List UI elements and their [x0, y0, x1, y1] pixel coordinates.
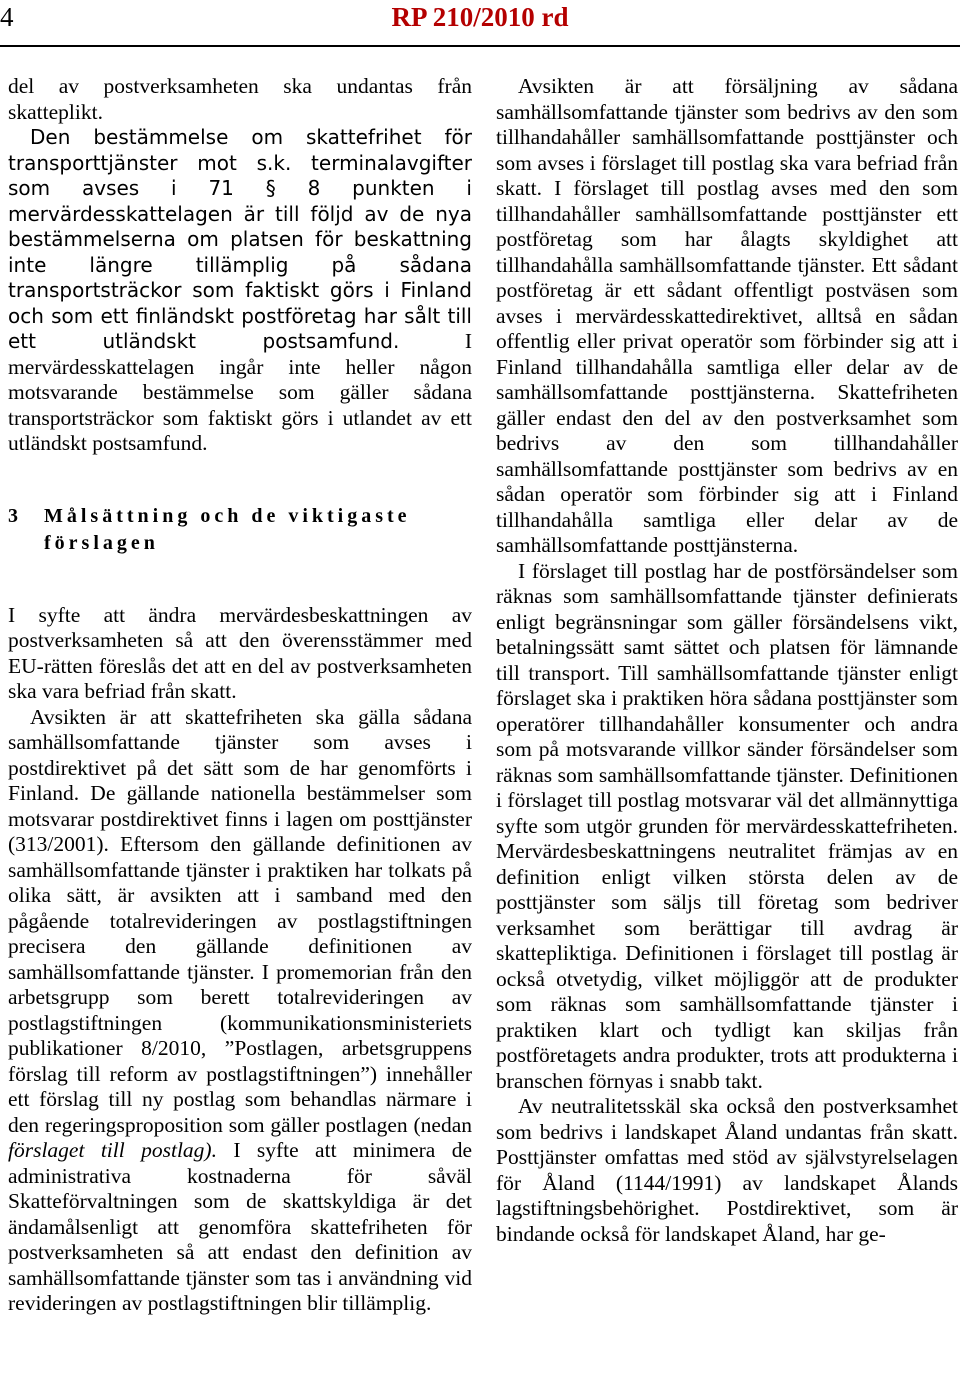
page-number: 4	[0, 2, 14, 32]
left-paragraph-4-b: I syfte att minimera de administrativa kostnaderna för såväl Skatteförvaltningen som de skattskyldiga är det ändamålsenligt att genomföra skattefriheten för postverksamheten så att endast den definition av samhällsomfattande tjänster som tas i användning vid revideringen av postlagstiftningen blir tillämplig.	[8, 1138, 472, 1315]
left-paragraph-2-sans: Den bestämmelse om skattefrihet för transporttjänster mot s.k. terminalavgifter som avses i 71 § 8 punkten i mervärdesskattelagen är till följd av de nya bestämmelserna om platsen för beskattning inte längre tillämplig på sådana transportsträckor som faktiskt görs i Finland och som ett finländskt postföretag har sålt till ett utländskt postsamfund.	[8, 125, 472, 353]
right-paragraph-2: I förslaget till postlag har de postförsändelser som räknas som samhällsomfattande tjänster definierats enligt begränsningar som gäller försändelsens vikt, betalningssätt samt sättet och platsen för lämnande till transport. Till samhällsomfattande tjänster enligt förslaget ska i praktiken höra sådana posttjänster som operatörer tillhandahåller konsumenter och andra som på motsvarande villkor sänder försändelser som räknas som samhällsomfattande tjänster. Definitionen i förslaget till postlag motsvarar väl det allmännyttiga syfte som utgör grunden för mervärdesskattefriheten. Mervärdesbeskattningens neutralitet främjas av en definition enligt vilken största delen av de posttjänster som säljs till företag som bedriver verksamhet som berättigar till avdrag är skattepliktiga. Definitionen i förslaget till postlag är också otvetydig, vilket möjliggör att de produkter som räknas som samhällsomfattande tjänster i praktiken klart och tydligt kan skiljas från postföretagets andra produkter, trots att produkterna i branschen förnyas i snabb takt.	[496, 558, 958, 1093]
left-paragraph-3: I syfte att ändra mervärdesbeskattningen av postverksamheten så att den överensstämmer med EU-rätten föreslås det att en del av postverksamheten ska vara befriad från skatt.	[8, 602, 472, 703]
right-column	[496, 74, 958, 1247]
left-paragraph-2-serif: I mervärdesskattelagen ingår inte heller någon motsvarande bestämmelse som gäller sådana transportsträckor som faktiskt görs i utlandet av ett utländskt postsamfund.	[8, 329, 473, 455]
left-paragraph-4-a: Avsikten är att skattefriheten ska gälla sådana samhällsomfattande tjänster som avses i postdirektivet på det sätt som de har genomförts i Finland. De gällande nationella bestämmelser som motsvarar postdirektivet finns i lagen om posttjänster (313/2001). Eftersom den gällande definitionen av samhällsomfattande tjänster i praktiken har tolkats på olika sätt, är avsikten att i samband med den pågående totalrevideringen av postlagstiftningen precisera den gällande definitionen av samhällsomfattande tjänster. I promemorian från den arbetsgrupp som berett totalrevideringen av postlagstiftningen (kommunikationsministeriets publikationer 8/2010, ”Postlagen, arbetsgruppens förslag till reform av postlagstiftningen”) innehåller ett förslag till ny postlag som behandlas närmare i den regeringsproposition som gäller postlagen (nedan	[8, 704, 472, 1137]
left-paragraph-1: del av postverksamheten ska undantas från skatteplikt.	[8, 74, 472, 124]
page-header	[0, 0, 960, 52]
section-heading	[8, 503, 472, 557]
running-title: RP 210/2010 rd	[391, 2, 569, 32]
right-paragraph-3: Av neutralitetsskäl ska också den postverksamhet som bedrivs i landskapet Åland undantas från skatt. Posttjänster omfattas med stöd av självstyrelselagen för Åland (1144/1991) av landskapet Ålands lagstiftningsbehörighet. Postdirektivet, som är bindande också för landskapet Åland, har ge-	[496, 1094, 958, 1246]
section-title: Målsättning och de viktigaste förslagen	[44, 504, 411, 554]
left-paragraph-4-emphasis: förslaget till postlag).	[8, 1138, 217, 1162]
right-paragraph-1: Avsikten är att försäljning av sådana samhällsomfattande tjänster som bedrivs av den som tillhandahåller samhällsomfattande posttjänster och som avses i förslaget till postlag ska vara befriad från skatt. I förslaget till postlag avses med den som tillhandahåller samhällsomfattande posttjänster ett postföretag som har ålagts skyldighet att tillhandahålla samhällsomfattande tjänster. Ett sådant postföretag är ett sådant offentligt postväsen som avses i mervärdesskattedirektivet, alltså en sådan offentlig eller privat operatör som förbinder sig att i Finland tillhandahålla samtliga eller delar av de samhällsomfattande posttjänsterna. Skattefriheten gäller endast den del av den postverksamhet som bedrivs av den som tillhandahåller samhällsomfattande posttjänster som bedrivs av en sådan operatör som förbinder sig att i Finland tillhandahålla samtliga eller delar av de samhällsomfattande posttjänsterna.	[496, 74, 958, 557]
left-paragraph-4	[8, 705, 472, 1317]
left-paragraph-2	[8, 125, 472, 457]
header-rule	[0, 45, 960, 47]
left-column	[8, 74, 472, 1317]
section-number: 3	[8, 504, 18, 527]
